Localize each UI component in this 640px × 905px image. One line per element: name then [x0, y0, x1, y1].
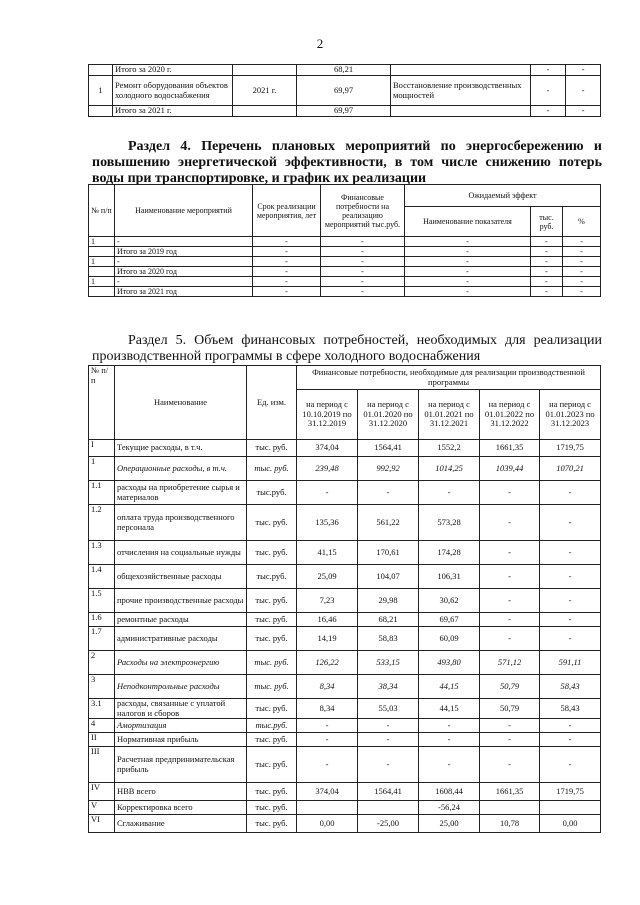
s5-header-period-2023: на период с 01.01.2023 по 31.12.2023 — [540, 390, 601, 440]
row-value: 0,00 — [540, 815, 601, 833]
row-number: 1.6 — [89, 613, 115, 627]
row-value: - — [419, 733, 480, 747]
row-value: - — [358, 747, 419, 783]
row-name: общехозяйственные расходы — [115, 565, 247, 589]
row-value: 1608,44 — [419, 783, 480, 801]
row-name: НВВ всего — [115, 783, 247, 801]
table-row — [89, 267, 601, 277]
row-value: - — [480, 627, 540, 651]
row-value: 561,22 — [358, 505, 419, 541]
row-number: 3.1 — [89, 699, 115, 719]
row-number: 4 — [89, 719, 115, 733]
row-value: 1661,35 — [480, 440, 540, 457]
row-value: 55,03 — [358, 699, 419, 719]
row-value: 38,34 — [358, 675, 419, 699]
row-value — [540, 801, 601, 815]
row-value: -25,00 — [358, 815, 419, 833]
row-year — [233, 65, 297, 76]
row-number — [89, 106, 113, 117]
row-thousand: - — [531, 277, 563, 287]
row-name: Итого за 2019 год — [115, 247, 253, 257]
table-row — [89, 247, 601, 257]
row-value: - — [480, 733, 540, 747]
table-row — [89, 627, 601, 651]
row-indicator: - — [405, 237, 531, 247]
row-name: Нормативная прибыль — [115, 733, 247, 747]
row-unit: тыс. руб. — [247, 801, 297, 815]
row-value: 14,19 — [297, 627, 358, 651]
row-name: оплата труда производственного персонала — [115, 505, 247, 541]
row-value: - — [480, 589, 540, 613]
table-row — [89, 783, 601, 801]
table-row — [89, 287, 601, 297]
row-number: IV — [89, 783, 115, 801]
row-indicator: - — [405, 277, 531, 287]
row-percent: - — [563, 247, 601, 257]
row-value: - — [540, 481, 601, 505]
s4-header-num: № п/п — [89, 185, 115, 237]
row-number: 1.1 — [89, 481, 115, 505]
row-unit: тыс. руб. — [247, 627, 297, 651]
row-unit: тыс.руб. — [247, 565, 297, 589]
row-percent: - — [563, 287, 601, 297]
row-number: III — [89, 747, 115, 783]
row-value: 493,80 — [419, 651, 480, 675]
row-value: 68,21 — [358, 613, 419, 627]
table-row — [89, 815, 601, 833]
row-value: 8,34 — [297, 699, 358, 719]
row-number — [89, 247, 115, 257]
row-indicator: - — [405, 257, 531, 267]
row-finance: - — [321, 267, 405, 277]
table-row — [89, 237, 601, 247]
row-thousand: - — [531, 287, 563, 297]
row-period: - — [253, 277, 321, 287]
row-value: - — [566, 76, 601, 106]
table-row — [89, 733, 601, 747]
s5-header-name: Наименование — [115, 366, 247, 440]
row-value: 1014,25 — [419, 457, 480, 481]
row-value: 30,62 — [419, 589, 480, 613]
row-value: 41,15 — [297, 541, 358, 565]
table-row — [89, 699, 601, 719]
row-percent: - — [563, 267, 601, 277]
table-row — [89, 106, 601, 117]
row-number: 1 — [89, 457, 115, 481]
row-value: - — [540, 747, 601, 783]
row-value: 1552,2 — [419, 440, 480, 457]
row-value: - — [358, 733, 419, 747]
row-name: прочие производственные расходы — [115, 589, 247, 613]
row-value — [480, 801, 540, 815]
row-value: - — [566, 106, 601, 117]
row-name: Расходы на электроэнергию — [115, 651, 247, 675]
row-value: 10,78 — [480, 815, 540, 833]
row-value: 239,48 — [297, 457, 358, 481]
row-value: 8,34 — [297, 675, 358, 699]
row-number: 3 — [89, 675, 115, 699]
row-period: - — [253, 237, 321, 247]
row-number: 1 — [89, 257, 115, 267]
table-row — [89, 801, 601, 815]
row-year — [233, 106, 297, 117]
row-indicator: - — [405, 247, 531, 257]
row-name: Итого за 2021 год — [115, 287, 253, 297]
row-value: - — [297, 481, 358, 505]
table-row — [89, 505, 601, 541]
row-sum: 69,97 — [297, 106, 391, 117]
row-value: 16,46 — [297, 613, 358, 627]
row-value: 533,15 — [358, 651, 419, 675]
s5-header-group: Финансовые потребности, необходимые для реализации производственной программы — [297, 366, 601, 390]
row-value: 60,09 — [419, 627, 480, 651]
row-name: - — [115, 277, 253, 287]
row-unit: тыс. руб. — [247, 505, 297, 541]
row-period: - — [253, 247, 321, 257]
s4-header-effect: Ожидаемый эффект — [405, 185, 601, 207]
table-row — [89, 613, 601, 627]
row-value: 58,43 — [540, 699, 601, 719]
table-row — [89, 675, 601, 699]
row-unit: тыс. руб. — [247, 733, 297, 747]
row-value: - — [540, 733, 601, 747]
row-finance: - — [321, 287, 405, 297]
row-unit: тыс. руб. — [247, 541, 297, 565]
row-value: - — [480, 541, 540, 565]
row-value: - — [531, 76, 566, 106]
row-value: 29,98 — [358, 589, 419, 613]
row-value: - — [480, 747, 540, 783]
row-unit: тыс. руб. — [247, 783, 297, 801]
row-thousand: - — [531, 267, 563, 277]
row-finance: - — [321, 257, 405, 267]
row-value: - — [419, 719, 480, 733]
row-value: - — [419, 747, 480, 783]
row-percent: - — [563, 277, 601, 287]
table-row — [89, 440, 601, 457]
row-value: 0,00 — [297, 815, 358, 833]
row-indicator: - — [405, 267, 531, 277]
row-effect — [391, 106, 531, 117]
row-number: 1 — [89, 76, 113, 106]
table-row — [89, 65, 601, 76]
row-value: - — [540, 505, 601, 541]
row-number: VI — [89, 815, 115, 833]
table-row — [89, 565, 601, 589]
row-period: - — [253, 257, 321, 267]
row-percent: - — [563, 257, 601, 267]
energy-saving-table — [88, 184, 601, 297]
row-unit: тыс.руб. — [247, 481, 297, 505]
row-number: 2 — [89, 651, 115, 675]
row-value: 591,11 — [540, 651, 601, 675]
row-effect: Восстановление производственных мощностей — [391, 76, 531, 106]
row-unit: тыс. руб. — [247, 613, 297, 627]
row-name: - — [115, 257, 253, 267]
row-value: 135,36 — [297, 505, 358, 541]
table-row — [89, 747, 601, 783]
row-value: 50,79 — [480, 699, 540, 719]
row-value: - — [480, 565, 540, 589]
row-name: Операционные расходы, в т.ч. — [115, 457, 247, 481]
row-name: расходы, связанные с уплатой налогов и сборов — [115, 699, 247, 719]
row-unit: тыс. руб. — [247, 589, 297, 613]
row-unit: тыс. руб. — [247, 651, 297, 675]
row-number — [89, 287, 115, 297]
s4-header-finance: Финансовые потребности на реализацию мероприятий тыс.руб. — [321, 185, 405, 237]
row-name: Неподконтрольные расходы — [115, 675, 247, 699]
row-period: - — [253, 267, 321, 277]
table-row — [89, 589, 601, 613]
row-name: Амортизация — [115, 719, 247, 733]
row-value: - — [540, 719, 601, 733]
table-row — [89, 481, 601, 505]
row-name: - — [115, 237, 253, 247]
row-finance: - — [321, 277, 405, 287]
row-number: 1.3 — [89, 541, 115, 565]
row-value: 126,22 — [297, 651, 358, 675]
table-row — [89, 651, 601, 675]
row-finance: - — [321, 247, 405, 257]
row-value: 25,09 — [297, 565, 358, 589]
table-row — [89, 457, 601, 481]
row-value: - — [358, 481, 419, 505]
row-number — [89, 267, 115, 277]
row-value: - — [540, 613, 601, 627]
row-name: Итого за 2020 год — [115, 267, 253, 277]
row-value: 1564,41 — [358, 440, 419, 457]
row-value: 58,83 — [358, 627, 419, 651]
row-unit: тыс. руб. — [247, 457, 297, 481]
row-value: 1661,35 — [480, 783, 540, 801]
row-value: 374,04 — [297, 440, 358, 457]
row-value: - — [531, 65, 566, 76]
row-name: административные расходы — [115, 627, 247, 651]
row-name: Итого за 2020 г. — [113, 65, 233, 76]
row-value: - — [480, 719, 540, 733]
row-value: 69,67 — [419, 613, 480, 627]
row-value: - — [297, 733, 358, 747]
row-value: 571,12 — [480, 651, 540, 675]
row-number: 1 — [89, 277, 115, 287]
table-row — [89, 719, 601, 733]
s5-header-period-2020: на период с 01.01.2020 по 31.12.2020 — [358, 390, 419, 440]
row-value: - — [540, 589, 601, 613]
row-value: - — [297, 747, 358, 783]
section-4-title: Раздел 4. Перечень плановых мероприятий по энергосбережению и повышению энергетической эффективности, в том числе снижению потерь воды при транспортировке, и график их реализации — [92, 139, 602, 186]
row-value: - — [358, 719, 419, 733]
row-value: - — [540, 541, 601, 565]
row-thousand: - — [531, 247, 563, 257]
row-value: - — [531, 106, 566, 117]
row-unit: тыс. руб. — [247, 699, 297, 719]
row-thousand: - — [531, 237, 563, 247]
s5-header-period-2021: на период с 01.01.2021 по 31.12.2021 — [419, 390, 480, 440]
row-name: Текущие расходы, в т.ч. — [115, 440, 247, 457]
s4-header-name: Наименование мероприятий — [115, 185, 253, 237]
row-value: 1070,21 — [540, 457, 601, 481]
row-value: - — [480, 505, 540, 541]
row-name: Расчетная предпринимательская прибыль — [115, 747, 247, 783]
table-row — [89, 76, 601, 106]
row-number: 1 — [89, 237, 115, 247]
s5-header-period-2019: на период с 10.10.2019 по 31.12.2019 — [297, 390, 358, 440]
row-value: - — [297, 719, 358, 733]
row-unit: тыс. руб. — [247, 815, 297, 833]
section-5-title: Раздел 5. Объем финансовых потребностей, необходимых для реализации производственной программы в сфере холодного водоснабжения — [92, 333, 602, 364]
row-value: -56,24 — [419, 801, 480, 815]
row-value: 50,79 — [480, 675, 540, 699]
row-number: II — [89, 733, 115, 747]
row-value — [297, 801, 358, 815]
table-row — [89, 277, 601, 287]
row-name: Ремонт оборудования объектов холодного водоснабжения — [113, 76, 233, 106]
row-value: - — [419, 481, 480, 505]
row-sum: 68,21 — [297, 65, 391, 76]
row-name: ремонтные расходы — [115, 613, 247, 627]
row-name: отчисления на социальные нужды — [115, 541, 247, 565]
row-year: 2021 г. — [233, 76, 297, 106]
row-value: 44,15 — [419, 675, 480, 699]
row-value: 106,31 — [419, 565, 480, 589]
row-value: 1719,75 — [540, 440, 601, 457]
repair-table — [88, 64, 601, 117]
page-number: 2 — [316, 36, 324, 51]
row-effect — [391, 65, 531, 76]
row-value: 1564,41 — [358, 783, 419, 801]
row-thousand: - — [531, 257, 563, 267]
row-value: 992,92 — [358, 457, 419, 481]
row-value: - — [480, 613, 540, 627]
row-value: 104,07 — [358, 565, 419, 589]
row-indicator: - — [405, 287, 531, 297]
row-number: 1.7 — [89, 627, 115, 651]
row-percent: - — [563, 237, 601, 247]
row-value: 25,00 — [419, 815, 480, 833]
table-row — [89, 541, 601, 565]
row-value: - — [480, 481, 540, 505]
row-value: 573,28 — [419, 505, 480, 541]
row-finance: - — [321, 237, 405, 247]
row-value: 7,23 — [297, 589, 358, 613]
s5-header-unit: Ед. изм. — [247, 366, 297, 440]
row-value: 374,04 — [297, 783, 358, 801]
row-number: 1.5 — [89, 589, 115, 613]
row-unit: тыс. руб. — [247, 675, 297, 699]
row-name: Сглаживание — [115, 815, 247, 833]
row-value: - — [540, 565, 601, 589]
row-value — [358, 801, 419, 815]
row-name: расходы на приобретение сырья и материалов — [115, 481, 247, 505]
table-row — [89, 257, 601, 267]
row-value: 1719,75 — [540, 783, 601, 801]
row-name: Итого за 2021 г. — [113, 106, 233, 117]
s5-header-num: № п/п — [89, 366, 115, 440]
s5-header-period-2022: на период с 01.01.2022 по 31.12.2022 — [480, 390, 540, 440]
s4-header-thousand: тыс. руб. — [531, 207, 563, 237]
row-number: 1.2 — [89, 505, 115, 541]
s4-header-percent: % — [563, 207, 601, 237]
row-number: 1.4 — [89, 565, 115, 589]
row-number — [89, 65, 113, 76]
row-value: - — [566, 65, 601, 76]
row-value: 170,61 — [358, 541, 419, 565]
row-unit: тыс.руб. — [247, 719, 297, 733]
row-value: 44,15 — [419, 699, 480, 719]
s4-header-indicator: Наименование показателя — [405, 207, 531, 237]
row-unit: тыс. руб. — [247, 747, 297, 783]
row-number: V — [89, 801, 115, 815]
row-value: 58,43 — [540, 675, 601, 699]
row-sum: 69,97 — [297, 76, 391, 106]
row-number: I — [89, 440, 115, 457]
s4-header-period: Срок реализации мероприятия, лет — [253, 185, 321, 237]
financial-needs-table — [88, 365, 601, 833]
row-value: 1039,44 — [480, 457, 540, 481]
row-period: - — [253, 287, 321, 297]
row-value: - — [540, 627, 601, 651]
row-unit: тыс. руб. — [247, 440, 297, 457]
row-name: Корректировка всего — [115, 801, 247, 815]
row-value: 174,28 — [419, 541, 480, 565]
